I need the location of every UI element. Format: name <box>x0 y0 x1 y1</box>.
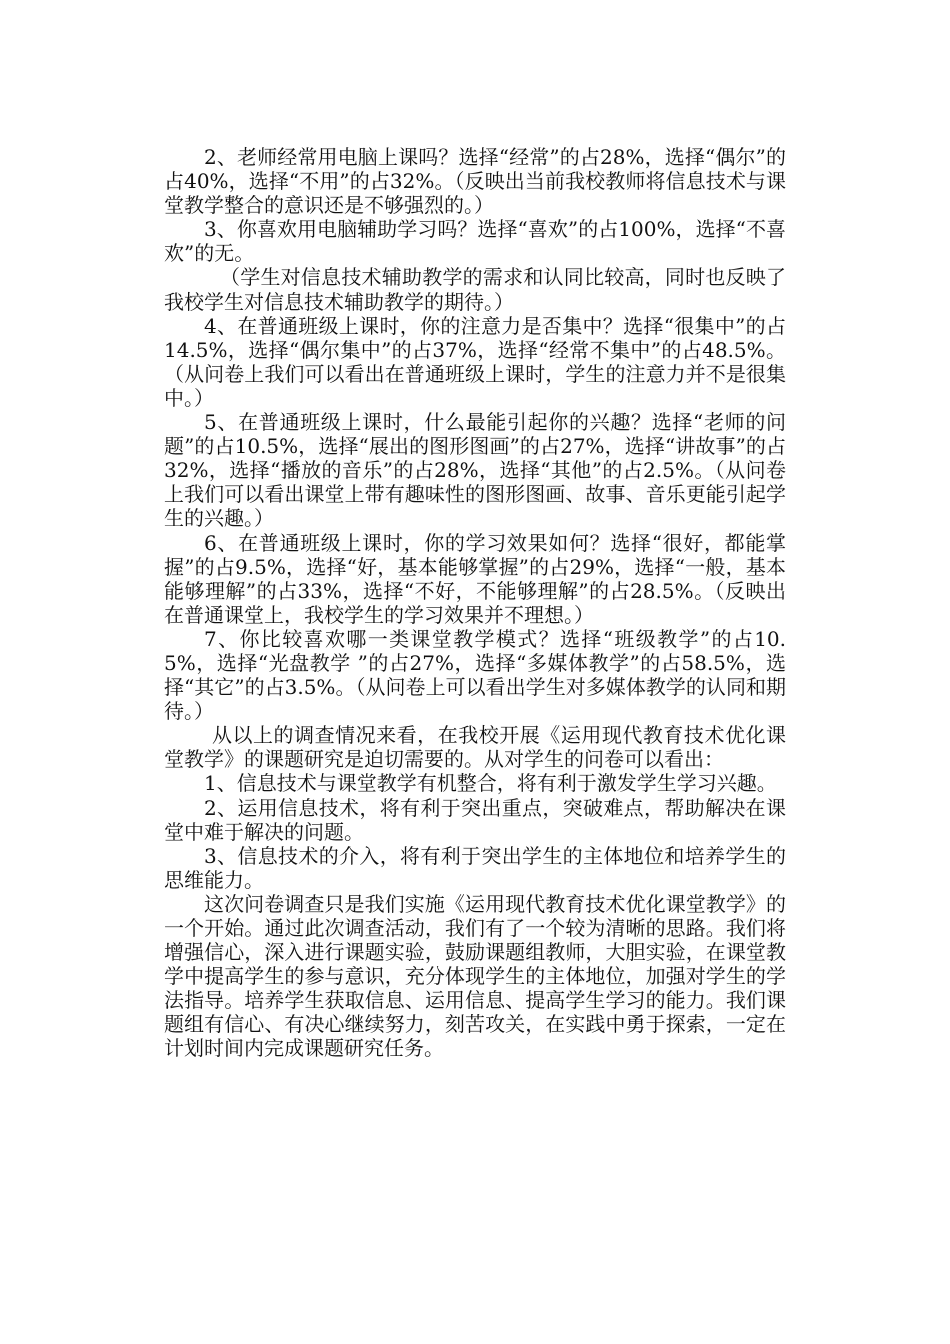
conclusion-point-3: 3、信息技术的介入，将有利于突出学生的主体地位和培养学生的思维能力。 <box>164 843 786 892</box>
survey-item-6-paragraph: 6、在普通班级上课时，你的学习效果如何？选择“很好，都能掌握”的占9.5%，选择“好，基本能够掌握”的占29%，选择“一般，基本能够理解”的占33%，选择“不好，不能够理解”的占28.5%。（反映出在普通课堂上，我校学生的学习效果并不理想。） <box>164 530 786 627</box>
survey-item-7-paragraph: 7、你比较喜欢哪一类课堂教学模式？选择“班级教学”的占10.5%，选择“光盘教学 ”的占27%，选择“多媒体教学”的占58.5%，选择“其它”的占3.5%。（从问卷上可以看出学生对多媒体教学的认同和期待。） <box>164 626 786 724</box>
survey-item-3-commentary: （学生对信息技术辅助教学的需求和认同比较高，同时也反映了我校学生对信息技术辅助教学的期待。） <box>164 265 786 314</box>
survey-item-2-paragraph: 2、老师经常用电脑上课吗？选择“经常”的占28%，选择“偶尔”的占40%，选择“不用”的占32%。（反映出当前我校教师将信息技术与课堂教学整合的意识还是不够强烈的。） <box>164 145 786 218</box>
summary-paragraph: 从以上的调查情况来看，在我校开展《运用现代教育技术优化课堂教学》的课题研究是迫切需要的。从对学生的问卷可以看出： <box>164 723 786 772</box>
document-body <box>164 145 786 1061</box>
survey-item-4-paragraph: 4、在普通班级上课时，你的注意力是否集中？选择“很集中”的占14.5%，选择“偶尔集中”的占37%，选择“经常不集中”的占48.5%。（从问卷上我们可以看出在普通班级上课时，学生的注意力并不是很集中。） <box>164 313 786 410</box>
closing-paragraph: 这次问卷调查只是我们实施《运用现代教育技术优化课堂教学》的一个开始。通过此次调查活动，我们有了一个较为清晰的思路。我们将增强信心，深入进行课题实验，鼓励课题组教师，大胆实验，在课堂教学中提高学生的参与意识，充分体现学生的主体地位，加强对学生的学法指导。培养学生获取信息、运用信息、提高学生学习的能力。我们课题组有信心、有决心继续努力，刻苦攻关，在实践中勇于探索，一定在计划时间内完成课题研究任务。 <box>164 891 786 1061</box>
survey-item-5-paragraph: 5、在普通班级上课时，什么最能引起你的兴趣？选择“老师的问题”的占10.5%，选择“展出的图形图画”的占27%，选择“讲故事”的占32%，选择“播放的音乐”的占28%，选择“其他”的占2.5%。（从问卷上我们可以看出课堂上带有趣味性的图形图画、故事、音乐更能引起学生的兴趣。） <box>164 410 786 531</box>
conclusion-point-2: 2、运用信息技术，将有利于突出重点，突破难点，帮助解决在课堂中难于解决的问题。 <box>164 795 786 844</box>
survey-item-3-paragraph: 3、你喜欢用电脑辅助学习吗？选择“喜欢”的占100%，选择“不喜欢”的无。 <box>164 217 786 266</box>
conclusion-point-1: 1、信息技术与课堂教学有机整合，将有利于激发学生学习兴趣。 <box>204 771 777 796</box>
